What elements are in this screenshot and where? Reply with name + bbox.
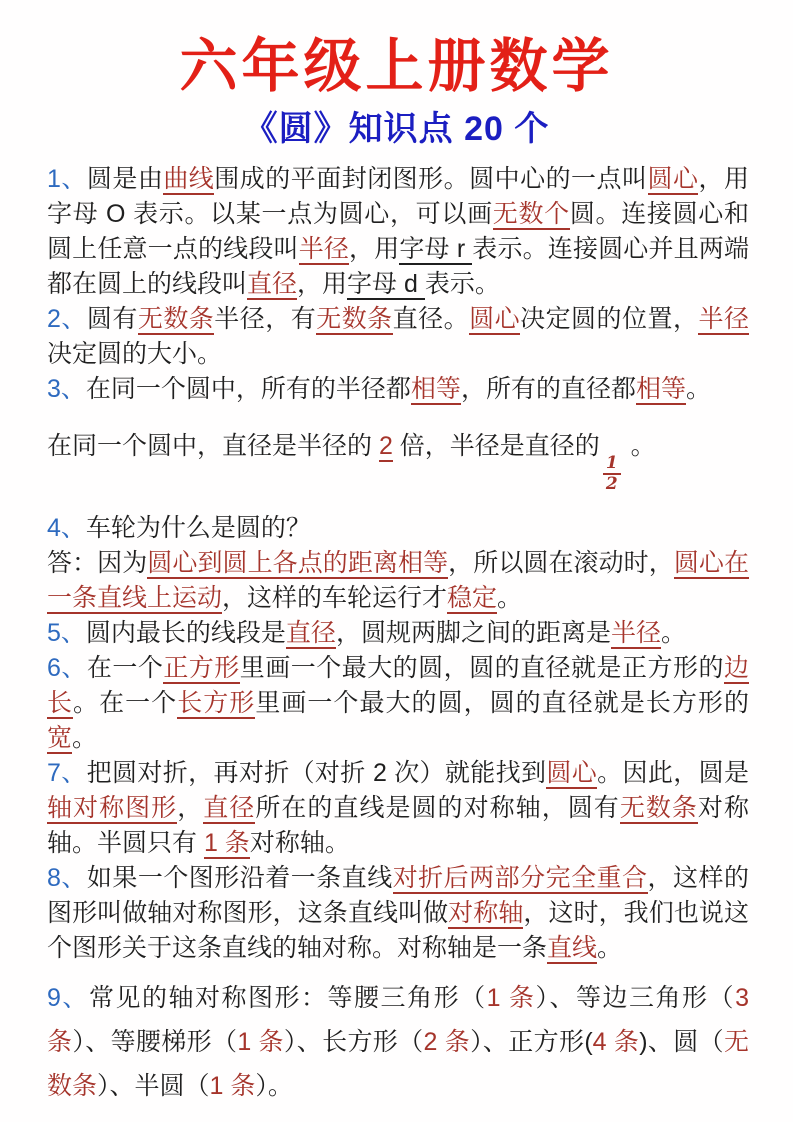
highlight-red-underline: 长方形 (177, 689, 256, 717)
highlight-red-underline: 无数个 (492, 200, 570, 228)
page-subtitle: 《圆》知识点 20 个 (243, 110, 550, 148)
item-number: 2、 (47, 305, 87, 333)
text-run: 常见的轴对称图形：等腰三角形（ (88, 984, 487, 1012)
text-run: 直径。 (392, 305, 470, 333)
highlight-red-underline: 1 条 (203, 829, 250, 857)
text-run: 圆。连接圆心和圆上任意一点的线段叫 (47, 200, 749, 263)
underline-black: 字母 r (399, 235, 473, 263)
text-run: )、圆（ (639, 1028, 724, 1056)
text-run: ，用 (297, 270, 348, 298)
highlight-red-underline: 曲线 (163, 165, 215, 193)
item-number: 9、 (47, 984, 89, 1012)
text-run: ，用字母 O 表示。以某一点为圆心，可以画 (47, 165, 749, 228)
text-run: 对称轴。 (249, 829, 350, 857)
highlight-red-underline: 相等 (410, 375, 461, 403)
text-run: 里画一个最大的圆，圆的直径就是正方形的 (239, 654, 724, 682)
text-run: ）、长方形（ (283, 1028, 424, 1056)
text-run: ，圆规两脚之间的距离是 (335, 619, 611, 647)
text-run: ）、半圆（ (97, 1072, 210, 1100)
highlight-red-underline: 直径 (285, 619, 336, 647)
text-run: 。 (72, 724, 98, 752)
underline-black: 字母 d (347, 270, 425, 298)
fraction-denominator: 2 (605, 474, 618, 494)
item-number: 4、 (47, 514, 86, 542)
highlight-red-underline: 半径 (610, 619, 661, 647)
point-6 (47, 651, 749, 756)
highlight-red-underline: 2 (378, 432, 393, 460)
text-run: ，这样的车轮运行才 (222, 584, 448, 612)
highlight-red: 4 条 (592, 1028, 640, 1056)
point-4-answer (47, 546, 749, 616)
text-run: 倍，半径是直径的 (392, 432, 600, 460)
highlight-red-underline: 直径 (247, 270, 298, 298)
highlight-red-underline: 对折后两部分完全重合 (392, 864, 648, 892)
fraction-numerator: 1 (605, 453, 618, 473)
highlight-red-underline: 圆心 (469, 305, 521, 333)
item-number: 7、 (47, 759, 87, 787)
highlight-red-underline: 相等 (635, 375, 686, 403)
text-run: ，所有的直径都 (460, 375, 636, 403)
highlight-red: 无数条 (47, 1028, 749, 1100)
highlight-red-underline: 宽 (47, 724, 73, 752)
text-run: 在同一个圆中，所有的半径都 (85, 375, 411, 403)
highlight-red-underline: 圆心 (546, 759, 598, 787)
text-run: 半径，有 (214, 305, 317, 333)
highlight-red-underline: 直线 (547, 934, 598, 962)
highlight-red: 1 条 (209, 1072, 256, 1100)
highlight-red-underline: 边长 (47, 654, 749, 717)
text-run: ， (177, 794, 204, 822)
highlight-red-underline: 正方形 (163, 654, 240, 682)
item-number: 5、 (47, 619, 86, 647)
text-run: 对称轴。半圆只有 (47, 794, 749, 857)
item-number: 1、 (47, 165, 87, 193)
text-run: 。 (685, 375, 711, 403)
highlight-red-underline: 无数条 (316, 305, 393, 333)
fraction-one-half (603, 455, 621, 493)
text-run: 圆内最长的线段是 (85, 619, 286, 647)
text-run: 圆是由 (86, 165, 164, 193)
item-number: 3、 (47, 375, 86, 403)
highlight-red-underline: 直径 (203, 794, 256, 822)
point-8 (47, 861, 749, 966)
point-3 (47, 372, 749, 407)
point-4-question (47, 511, 749, 546)
text-run: ）。 (255, 1072, 293, 1100)
text-run: ，这时，我们也说这个图形关于这条直线的轴对称。对称轴是一条 (47, 899, 749, 962)
text-run: ）、正方形( (470, 1028, 593, 1056)
point-1 (47, 162, 749, 302)
text-run: 车轮为什么是圆的？ (85, 514, 311, 542)
ratio-note (47, 429, 749, 493)
highlight-red-underline: 对称轴 (448, 899, 524, 927)
text-run: 所在的直线是圆的对称轴，圆有 (255, 794, 620, 822)
text-run: 如果一个图形沿着一条直线 (86, 864, 393, 892)
text-run: 。 (660, 619, 686, 647)
page-title: 六年级上册数学 (179, 32, 614, 100)
point-2 (47, 302, 749, 372)
highlight-red-underline: 圆心 (647, 165, 699, 193)
text-run: 在一个 (86, 654, 164, 682)
document-body (47, 162, 749, 1108)
text-run: 决定圆的大小。 (47, 340, 223, 368)
text-run: ，所以圆在滚动时， (448, 549, 674, 577)
highlight-red: 3 条 (47, 984, 749, 1056)
text-run: 里画一个最大的圆，圆的直径就是长方形的 (255, 689, 749, 717)
highlight-red-underline: 半径 (698, 305, 749, 333)
text-run: 在同一个圆中，直径是半径的 (47, 432, 379, 460)
text-run: ）、等边三角形（ (535, 984, 736, 1012)
text-run: 。 (597, 934, 623, 962)
text-run: 。因此，圆是 (597, 759, 749, 787)
text-run: 把圆对折，再对折（对折 2 次）就能找到 (86, 759, 547, 787)
text-run: ，用 (349, 235, 400, 263)
highlight-red-underline: 圆心在一条直线上运动 (47, 549, 749, 612)
text-run: 围成的平面封闭图形。圆中心的一点叫 (214, 165, 648, 193)
highlight-red-underline: 无数条 (137, 305, 215, 333)
highlight-red-underline: 无数条 (619, 794, 698, 822)
text-run: ）、等腰梯形（ (72, 1028, 238, 1056)
highlight-red-underline: 圆心到圆上各点的距离相等 (147, 549, 449, 577)
highlight-red: 1 条 (237, 1028, 284, 1056)
highlight-red: 2 条 (423, 1028, 471, 1056)
highlight-red: 1 条 (486, 984, 536, 1012)
point-9 (47, 976, 749, 1108)
item-number: 6、 (47, 654, 87, 682)
text-run: 答：因为 (47, 549, 148, 577)
text-run: ，这样的图形叫做轴对称图形，这条直线叫做 (47, 864, 749, 927)
point-5 (47, 616, 749, 651)
highlight-red-underline: 稳定 (447, 584, 498, 612)
text-run: 。 (623, 432, 656, 460)
text-run: 决定圆的位置， (520, 305, 699, 333)
text-run: 圆有 (86, 305, 138, 333)
highlight-red-underline: 半径 (298, 235, 350, 263)
text-run: 。在一个 (73, 689, 178, 717)
item-number: 8、 (47, 864, 87, 892)
text-run: 表示。连接圆心并且两端都在圆上的线段叫 (47, 235, 749, 298)
text-run: 。 (497, 584, 523, 612)
text-run: 表示。 (424, 270, 500, 298)
highlight-red-underline: 轴对称图形 (47, 794, 178, 822)
point-7 (47, 756, 749, 861)
